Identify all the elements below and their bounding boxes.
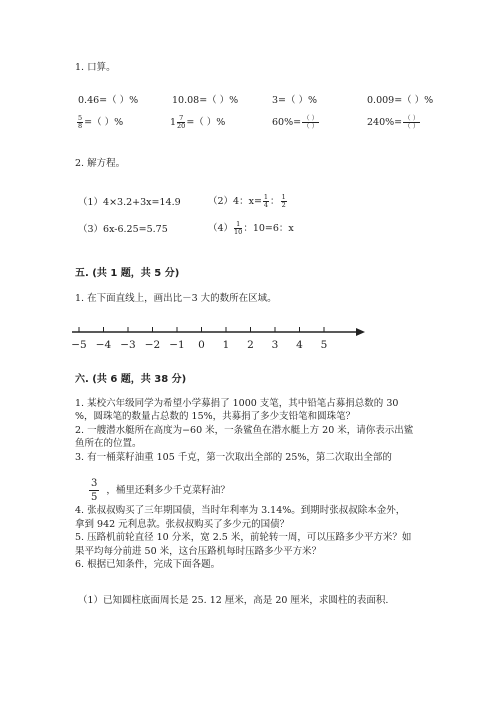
section-6-heading: 六. (共 6 题，共 38 分): [75, 374, 187, 385]
section-5-heading: 五. (共 1 题，共 5 分): [75, 268, 180, 279]
fraction: $\frac{3}{5}$: [91, 478, 98, 503]
question-1-title: 1. 口算。: [75, 62, 116, 73]
number-line-label: −1: [169, 339, 185, 351]
equation: （3）6x-6.25=5.75: [78, 224, 168, 235]
number-line-label: 3: [271, 339, 279, 351]
question-text: 鱼所在的位置。: [75, 438, 142, 449]
number-line: [70, 318, 370, 358]
question-text: 3. 有一桶菜籽油重 105 千克，第一次取出全部的 25%，第二次取出全部的: [75, 452, 392, 463]
question-text: 6. 根据已知条件，完成下面各题。: [75, 559, 221, 570]
equation: （2）4：x= $\frac{1}{4}$ ： $\frac{1}{2}$: [208, 193, 286, 209]
question-text: 果平均每分前进 50 米，这台压路机每时压路多少平方米？: [75, 546, 322, 557]
equation: （4） $\frac{1}{10}$ ：10=6：x: [208, 220, 294, 236]
oral-calc-item: 10.08=（ ）%: [172, 95, 239, 106]
number-line-label: −2: [144, 339, 161, 351]
number-line-label: 0: [198, 339, 205, 351]
fraction: $\frac{5}{8}$: [78, 114, 83, 130]
arrow-head-icon: [356, 328, 365, 336]
oral-calc-item: $\frac{5}{8}$ =（ ）%: [78, 114, 124, 130]
number-line-label: −4: [95, 339, 112, 351]
question-text: 拿到 942 元利息款。张叔叔购买了多少元的国债？: [75, 519, 290, 530]
question-text: %，圆珠笔的数量占总数的 15%，共募捐了多少支铅笔和圆珠笔？: [75, 411, 356, 422]
fraction: $\frac{( )}{( )}$: [303, 114, 319, 130]
question-text: 5. 压路机前轮直径 10 分米，宽 2.5 米，前轮转一周，可以压路多少平方米？如: [75, 532, 412, 543]
oral-calc-item: 0.46=（ ）%: [78, 95, 139, 106]
question-text: $\frac{3}{5}$ ，桶里还剩多少千克菜籽油？: [91, 478, 230, 503]
number-line-label: 2: [247, 339, 254, 351]
oral-calc-item: 240%= $\frac{( )}{( )}$: [367, 114, 420, 130]
fraction: $\frac{1}{10}$: [234, 220, 243, 236]
oral-calc-item: 0.009=（ ）%: [367, 95, 434, 106]
number-line-label: 4: [296, 339, 303, 351]
fraction: $\frac{1}{4}$: [263, 193, 269, 209]
equation: （1）4×3.2+3x=14.9: [78, 197, 181, 208]
question-text: 4. 张叔叔购买了三年期国债，当时年利率为 3.14%。到期时张叔叔除本金外，: [75, 505, 406, 516]
number-line-label: −5: [71, 339, 87, 351]
number-line-label: 1: [222, 339, 230, 351]
fraction: $\frac{7}{20}$: [177, 114, 186, 130]
oral-calc-item: 1 $\frac{7}{20}$ =（ ）%: [170, 114, 226, 130]
fraction: $\frac{( )}{( )}$: [404, 114, 420, 130]
question-text: 1. 某校六年级同学为希望小学募捐了 1000 支笔，其中铅笔占募捐总数的 30: [75, 398, 399, 409]
fraction: $\frac{1}{2}$: [281, 193, 286, 209]
question-text: 1. 在下面直线上，画出比－3 大的数所在区域。: [75, 293, 277, 304]
question-text: 2. 一艘潜水艇所在高度为−60 米，一条鲨鱼在潜水艇上方 20 米，请你表示出鲨: [75, 425, 414, 436]
number-line-label: −3: [120, 339, 136, 351]
oral-calc-item: 60%= $\frac{( )}{( )}$: [272, 114, 319, 130]
question-text: （1）已知圆柱底面周长是 25. 12 厘米，高是 20 厘米，求圆柱的表面积.: [78, 595, 389, 606]
question-2-title: 2. 解方程。: [75, 158, 126, 169]
number-line-label: 5: [320, 339, 328, 351]
oral-calc-item: 3=（ ）%: [272, 95, 318, 106]
